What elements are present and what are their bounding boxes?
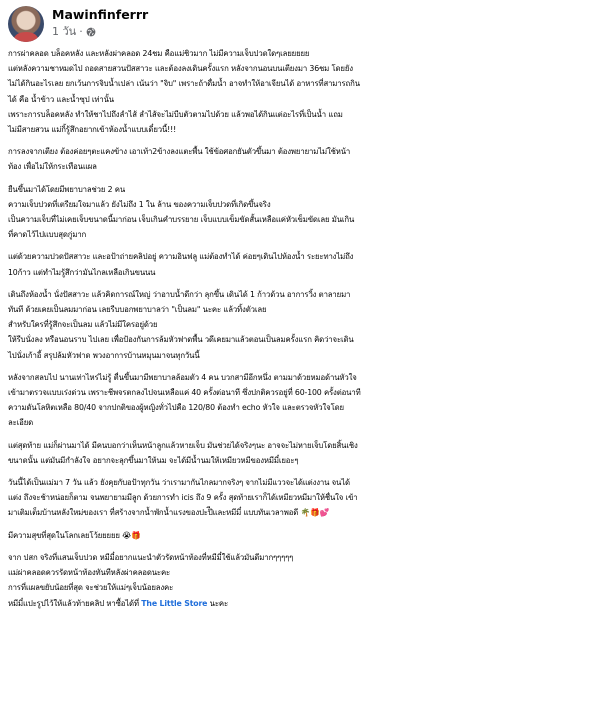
post-text-line: แต่สุดท้าย แม่ก็ผ่านมาได้ มีคนบอกว่าเห็นหน้าลูกแล้วหายเจ็บ มันช่วยได้จริงๆนะ อาจจะไม่หายเจ็บโดยสิ้นเชิง bbox=[8, 440, 358, 450]
post-text-line: หลังจากสลบไป นานเท่าไหร่ไม่รู้ ตื่นขึ้นมามีพยาบาลล้อมตัว 4 คน บวกสามีอีกหนึ่ง ตามมาด้วยหมอด้านหัวใจ bbox=[8, 372, 357, 382]
post-text-line: การลงจากเตียง ต้องค่อยๆตะแคงข้าง เอาเท้า2ข้างลงแตะพื้น ใช้ข้อศอกยันตัวขึ้นมา ต้องพยายามไม่ใช้หน้า bbox=[8, 147, 351, 157]
post-text-line: การที่แผลขยับน้อยที่สุด จะช่วยให้แม่ๆเจ็บน้อยลงคะ bbox=[8, 583, 174, 593]
store-line-suffix: นะคะ bbox=[207, 598, 228, 608]
post-text-line: มีความสุขที่สุดในโลกเลยโว้ยยยยย 😭🎁 bbox=[8, 530, 141, 540]
post-text-line: เป็นความเจ็บที่ไม่เคยเจ็บขนาดนี้มาก่อน เจ็บเกินคำบรรยาย เจ็บแบบเข็มขัดสั้นเหลือแค่หัวเข็มขัดเลย มันเกิน bbox=[8, 215, 355, 225]
post-paragraph bbox=[8, 182, 595, 243]
post-text-line: ความเจ็บปวดที่เตรียมใจมาแล้ว ยังไม่ถึง 1 ใน ล้าน ของความเจ็บปวดที่เกิดขึ้นจริง bbox=[8, 199, 271, 209]
post-text-line: ให้รีบนั่งลง หรือนอนราบ ไปเลย เพื่อป้องกันการล้มหัวฟาดพื้น วดีเคยมาแล้วตอนเป็นลมครั้งแรก คิดว่าจะเดิน bbox=[8, 335, 354, 345]
post-text-line: ที่คาดไว้ไปแบบสุดกู่มาก bbox=[8, 230, 87, 240]
post-paragraph bbox=[8, 528, 595, 543]
post-text-line: วันนี้ได้เป็นแม่มา 7 วัน แล้ว ยังคุยกับอป้าทุกวัน ว่าเรามากันไกลมากจริงๆ จากไม่มีแววจะได้แต่งงาน จนได้ bbox=[8, 478, 350, 488]
post-paragraph bbox=[8, 475, 595, 521]
separator-dot: · bbox=[79, 25, 83, 38]
post-paragraph bbox=[8, 287, 595, 363]
author-name[interactable]: Mawinfinferrr bbox=[52, 7, 149, 22]
post-text-line: 10ก้าว แต่ทำไมรู้สึกว่ามันไกลเหลือเกินขนนน bbox=[8, 267, 156, 277]
post-text-line: เดินถึงห้องน้ำ นั่งปัสสาวะ แล้วคิดการณ์ใหญ่ ว่าอาบน้ำดีกว่า ลุกขึ้น เดินได้ 1 ก้าวด้วน อาการวิ้ง ตาลายมา bbox=[8, 289, 351, 299]
post-meta bbox=[52, 6, 148, 39]
store-line-prefix: หมีมี๋แปะรูปไว้ให้แล้วท้ายคลิป หาซื้อได้ที่ bbox=[8, 598, 142, 608]
post-text-line: แต่หลังความชาหมดไป ถอดสายสวนปัสสาวะ และต้องลงเดินครั้งแรก หลังจากนอนบนเตียงมา 36ชม โดยยัง bbox=[8, 64, 353, 74]
post-text-line: ขนาดนั้น แต่มันมีกำลังใจ อยากจะลุกขึ้นมาให้นม จะได้มีน้ำนมให้เหมียวหมีของหมีมี๋เยอะๆ bbox=[8, 455, 299, 465]
post-paragraph bbox=[8, 46, 595, 137]
post-header bbox=[8, 6, 595, 46]
post-text-line: ท้อง เพื่อไม่ให้กระเทือนแผล bbox=[8, 162, 97, 172]
store-line bbox=[8, 596, 595, 611]
post-text-line: ละเอียด bbox=[8, 418, 34, 428]
post-text-line: แต่ด้วยความปวดปัสสาวะ และอป้าถ่ายคลิปอยู่ ความอินฟลู แม่ต้องทำได้ ค่อยๆเดินไปห้องน้ำ ระยะทางไม่ถึง bbox=[8, 252, 354, 262]
post-text-line: เพราะการบล็อคหลัง ทำให้ชาไปถึงลำไส้ ลำไส้จะไม่บีบตัวตามไปด้วย แล้วพอได้กินแต่อะไรที่เป็นน้ำ แถม bbox=[8, 109, 343, 119]
post-text-line: ได้ คือ น้ำข้าว และน้ำซุป เท่านั้น bbox=[8, 94, 114, 104]
post-text-line: ไม่มีสายสวน แม่กิ้รู้สึกอยากเข้าห้องน้ำแบบเดี๋ยวนี้!!! bbox=[8, 125, 177, 135]
post-paragraph bbox=[8, 144, 595, 174]
post-text-line: แม่ผ่าคลอดควรรัดหน้าท้องทันทีหลังผ่าคลอดนะคะ bbox=[8, 568, 171, 578]
store-link[interactable]: The Little Store bbox=[141, 598, 208, 608]
globe-icon[interactable] bbox=[86, 27, 96, 37]
post-subline bbox=[52, 25, 148, 39]
post-paragraph bbox=[8, 249, 595, 279]
author-avatar[interactable] bbox=[8, 6, 44, 42]
post-text-line: แต่ง ถึงจะช้าหน่อยก็ตาม จนพยายามมีลูก ด้วยการทำ icis ถึง 9 ครั้ง สุดท้ายเราก็ได้เหมียวหมีมาให้ชื่นใจ เข้า bbox=[8, 493, 358, 503]
post-footer-paragraph bbox=[8, 550, 595, 611]
post-text-line: ความดันโลหิตเหลือ 80/40 จากปกติของผู้หญิงทั่วไปคือ 120/80 ต้องทำ echo หัวใจ และตรวจหัวใจโดย bbox=[8, 403, 344, 413]
post-text-line: ไปนั่งเก้าอี้ สรุปล้มหัวฟาด พวงอาการบ้านหมุนมาจนทุกวันนี้ bbox=[8, 350, 200, 360]
post-text-line: ยืนขึ้นมาได้โดยมีพยาบาลช่วย 2 คน bbox=[8, 184, 126, 194]
post-paragraph bbox=[8, 438, 595, 468]
post-text-line: มาเติมเต็มบ้านหลังใหม่ของเรา ที่สร้างจากน้ำพักน้ำแรงของปะป๊ีและหมีมี๋ แบบทันเวลาพอดี 🌴🎁💕 bbox=[8, 508, 330, 518]
post-text-line: เข้ามาตรวจแบบเร่งด่วน เพราะชีพจรตกลงไปจนเหลือแค่ 40 ครั้งต่อนาที ซึ่งปกติควรอยู่ที่ 60-100 ครั้งต่อนาที bbox=[8, 388, 361, 398]
post-text-line: สำหรับใครที่รู้สึกจะเป็นลม แล้วไม่มีใครอยู่ด้วย bbox=[8, 320, 158, 330]
post-text-line: จาก ปสก จริงที่แสนเจ็บปวด หมีมี๋อยากแนะนำตัวรัดหน้าท้องที่หมีมี๋ใช้แล้วมันดีมากๆๆๆๆๆ bbox=[8, 552, 294, 562]
post-text-line: ทันที ด้วยเคยเป็นลมมาก่อน เลยรีบบอกพยาบาลว่า "เป็นลม" นะคะ แล้วทิ้งตัวเลย bbox=[8, 305, 267, 315]
post-text-line: การผ่าคลอด บล็อคหลัง และหลังผ่าคลอด 24ชม คือแม่ชิวมาก ไม่มีความเจ็บปวดใดๆเลยยยยย bbox=[8, 49, 310, 58]
post-text-line: ไม่ได้กินอะไรเลย ยกเว้นการจิบน้ำเปล่า เน้นว่า "จิบ" เพราะถ้าดื่มน้ำ อาจทำให้อาเจียนได้ อาหารที่สามารถกิน bbox=[8, 79, 360, 89]
post-paragraph bbox=[8, 370, 595, 431]
post-body bbox=[8, 46, 595, 611]
post-timestamp[interactable]: 1 วัน bbox=[52, 25, 77, 38]
